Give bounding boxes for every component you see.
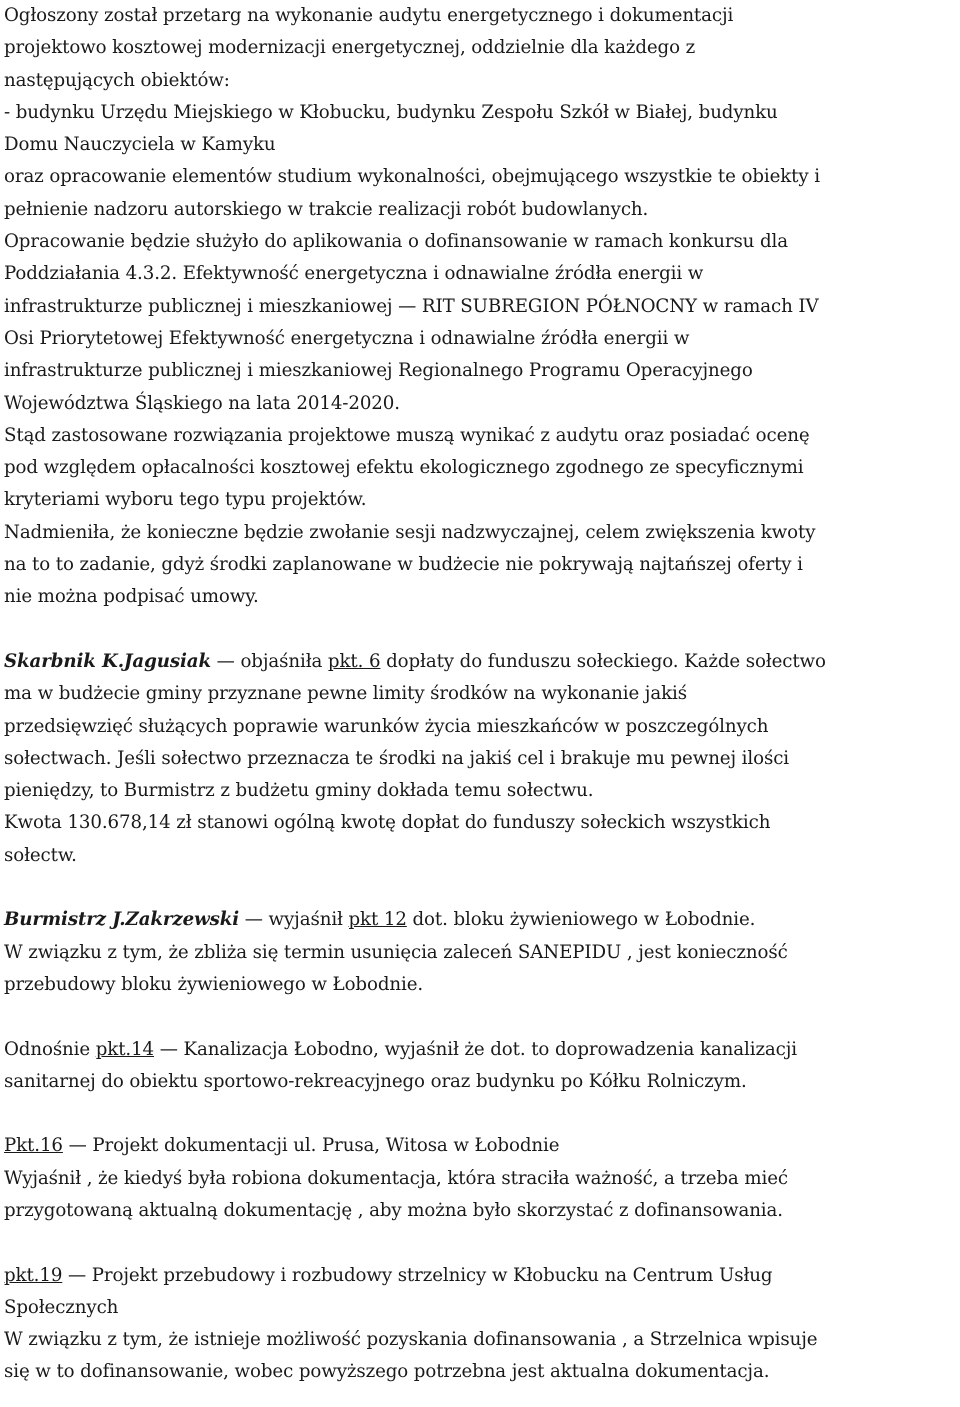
text-line: oraz opracowanie elementów studium wykonalności, obejmującego wszystkie te obiekty i (4, 166, 820, 188)
point-reference: pkt.19 (4, 1264, 63, 1286)
inline-text: Odnośnie (4, 1038, 96, 1060)
text-line: się w to dofinansowanie, wobec powyższego potrzebna jest aktualna dokumentacja. (4, 1361, 770, 1383)
text-line (4, 1260, 956, 1292)
paragraph-pkt19 (4, 1260, 956, 1389)
text-line: Ogłoszony został przetarg na wykonanie audytu energetycznego i dokumentacji (4, 5, 734, 26)
text-line: kryteriami wyboru tego typu projektów. (4, 489, 367, 511)
text-line: Opracowanie będzie służyło do aplikowania o dofinansowanie w ramach konkursu dla (4, 231, 788, 253)
paragraph-gap (4, 1227, 956, 1259)
text-line: Wyjaśnił , że kiedyś była robiona dokumentacja, która straciła ważność, a trzeba mieć (4, 1167, 788, 1189)
text-line: infrastrukturze publicznej i mieszkaniowej — RIT SUBREGION PÓŁNOCNY w ramach IV (4, 295, 819, 317)
text-line: Kwota 130.678,14 zł stanowi ogólną kwotę dopłat do funduszy sołeckich wszystkich (4, 812, 771, 834)
point-reference: pkt 12 (348, 909, 407, 931)
inline-text: — Kanalizacja Łobodno, wyjaśnił że dot. to doprowadzenia kanalizacji (154, 1038, 798, 1060)
text-line: sanitarnej do obiektu sportowo-rekreacyjnego oraz budynku po Kółku Rolniczym. (4, 1070, 747, 1092)
paragraph-skarbnik (4, 646, 956, 872)
paragraph-pkt14 (4, 1034, 956, 1099)
text-line (4, 1130, 956, 1162)
paragraph-burmistrz (4, 904, 956, 1001)
point-reference: Pkt.16 (4, 1135, 63, 1157)
text-line: W związku z tym, że istnieje możliwość pozyskania dofinansowania , a Strzelnica wpisuje (4, 1329, 818, 1351)
text-line: przygotowaną aktualną dokumentację , aby można było skorzystać z dofinansowania. (4, 1199, 783, 1221)
text-line: Domu Nauczyciela w Kamyku (4, 134, 276, 156)
text-line: ma w budżecie gminy przyznane pewne limity środków na wykonanie jakiś (4, 683, 687, 705)
inline-text: — Projekt przebudowy i rozbudowy strzelnicy w Kłobucku na Centrum Usług (62, 1264, 773, 1286)
point-reference: pkt. 6 (327, 650, 381, 672)
text-line: przebudowy bloku żywieniowego w Łobodnie. (4, 973, 424, 995)
paragraph-gap (4, 614, 956, 646)
inline-text: — Projekt dokumentacji ul. Prusa, Witosa w Łobodnie (62, 1135, 560, 1157)
paragraph-pkt16 (4, 1130, 956, 1227)
text-line: nie można podpisać umowy. (4, 586, 259, 608)
text-line (4, 646, 956, 678)
text-line: pełnienie nadzoru autorskiego w trakcie realizacji robót budowlanych. (4, 198, 649, 220)
speaker-name: Burmistrz J.Zakrzewski (4, 909, 240, 931)
text-line: infrastrukturze publicznej i mieszkaniowej Regionalnego Programu Operacyjnego (4, 360, 753, 382)
text-line: przedsięwzięć służących poprawie warunków życia mieszkańców w poszczególnych (4, 715, 769, 737)
paragraph-gap (4, 872, 956, 904)
dash-text: — objaśniła (211, 650, 328, 672)
text-line: W związku z tym, że zbliża się termin usunięcia zaleceń SANEPIDU , jest konieczność (4, 941, 788, 963)
text-line: pod względem opłacalności kosztowej efektu ekologicznego zgodnego ze specyficznymi (4, 457, 804, 479)
text-line: pieniędzy, to Burmistrz z budżetu gminy dokłada temu sołectwu. (4, 780, 594, 802)
paragraph-tender (4, 0, 956, 614)
text-line: Województwa Śląskiego na lata 2014-2020. (4, 392, 400, 414)
text-line: Osi Priorytetowej Efektywność energetyczna i odnawialne źródła energii w (4, 327, 690, 349)
text-line (4, 1034, 956, 1066)
text-line: Społecznych (4, 1296, 119, 1318)
text-line: - budynku Urzędu Miejskiego w Kłobucku, budynku Zespołu Szkół w Białej, budynku (4, 101, 778, 123)
inline-text: dopłaty do funduszu sołeckiego. Każde sołectwo (380, 650, 826, 672)
paragraph-gap (4, 1098, 956, 1130)
paragraph-gap (4, 1001, 956, 1033)
text-line: na to to zadanie, gdyż środki zaplanowane w budżecie nie pokrywają najtańszej oferty i (4, 554, 803, 576)
text-line: sołectwach. Jeśli sołectwo przeznacza te środki na jakiś cel i brakuje mu pewnej ilości (4, 747, 790, 769)
text-line: Poddziałania 4.3.2. Efektywność energetyczna i odnawialne źródła energii w (4, 263, 704, 285)
speaker-name: Skarbnik K.Jagusiak (4, 650, 211, 672)
text-line: Nadmieniła, że konieczne będzie zwołanie sesji nadzwyczajnej, celem zwiększenia kwoty (4, 521, 816, 543)
text-line: sołectw. (4, 844, 77, 866)
text-line: projektowo kosztowej modernizacji energetycznej, oddzielnie dla każdego z (4, 37, 696, 59)
text-line: Stąd zastosowane rozwiązania projektowe muszą wynikać z audytu oraz posiadać ocenę (4, 424, 810, 446)
text-line: następujących obiektów: (4, 69, 230, 91)
inline-text: dot. bloku żywieniowego w Łobodnie. (406, 909, 756, 931)
point-reference: pkt.14 (95, 1038, 155, 1060)
text-line (4, 904, 956, 936)
dash-text: — wyjaśnił (239, 909, 349, 931)
